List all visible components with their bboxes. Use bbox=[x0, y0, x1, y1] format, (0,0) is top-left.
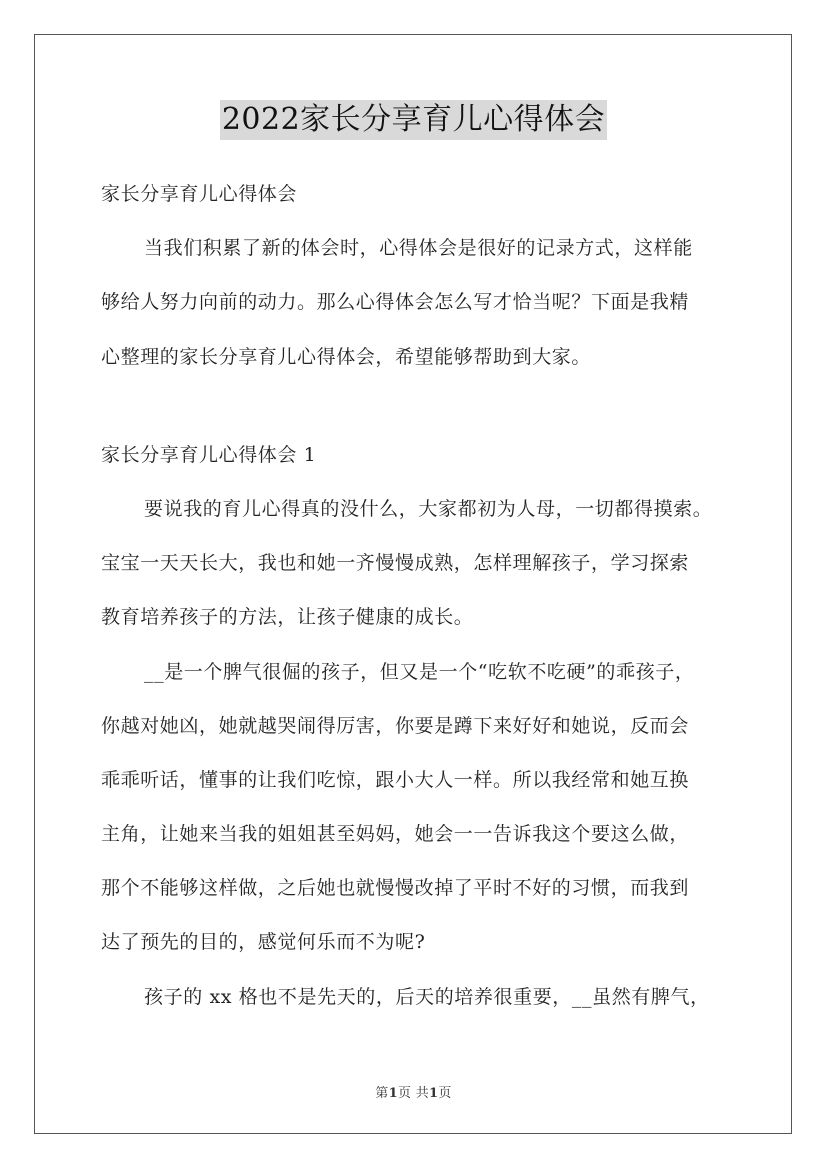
footer-suffix: 页 bbox=[438, 1086, 452, 1101]
document-title: 2022家长分享育儿心得体会 bbox=[220, 100, 607, 140]
text-line: 家长分享育儿心得体会 bbox=[101, 183, 298, 205]
text-line: 教育培养孩子的方法，让孩子健康的成长。 bbox=[101, 606, 474, 629]
text-line: 心整理的家长分享育儿心得体会，希望能够帮助到大家。 bbox=[101, 345, 592, 368]
text-line: 够给人努力向前的动力。那么心得体会怎么写才恰当呢？下面是我精 bbox=[101, 291, 690, 314]
text-line: 主角，让她来当我的姐姐甚至妈妈，她会一一告诉我这个要这么做， bbox=[101, 823, 690, 846]
text-line: __是一个脾气很倔的孩子，但又是一个“吃软不吃硬”的乖孩子， bbox=[144, 660, 695, 683]
text-line: 那个不能够这样做，之后她也就慢慢改掉了平时不好的习惯，而我到 bbox=[101, 877, 690, 900]
text-line: 当我们积累了新的体会时，心得体会是很好的记录方式，这样能 bbox=[144, 237, 693, 260]
text-line: 宝宝一天天长大，我也和她一齐慢慢成熟，怎样理解孩子，学习探索 bbox=[101, 552, 690, 575]
paragraph-gap bbox=[101, 389, 741, 433]
text-line: 要说我的育儿心得真的没什么，大家都初为人母，一切都得摸索。 bbox=[144, 497, 713, 520]
text-line: 乖乖听话，懂事的让我们吃惊，跟小大人一样。所以我经常和她互换 bbox=[101, 768, 690, 791]
footer-mid: 页 共 bbox=[397, 1086, 430, 1101]
text-line: 你越对她凶，她就越哭闹得厉害，你要是蹲下来好好和她说，反而会 bbox=[101, 714, 690, 737]
footer-page-current: 1 bbox=[388, 1086, 398, 1101]
document-body bbox=[101, 172, 741, 1029]
text-line: 家长分享育儿心得体会 1 bbox=[101, 443, 317, 466]
title-container bbox=[0, 100, 827, 140]
text-line: 孩子的 xx 格也不是先天的，后天的培养很重要，__虽然有脾气， bbox=[144, 985, 710, 1008]
footer-prefix: 第 bbox=[375, 1086, 389, 1101]
footer-page-total: 1 bbox=[429, 1086, 439, 1101]
page-footer bbox=[0, 1082, 827, 1101]
text-line: 达了预先的目的，感觉何乐而不为呢? bbox=[101, 931, 426, 954]
